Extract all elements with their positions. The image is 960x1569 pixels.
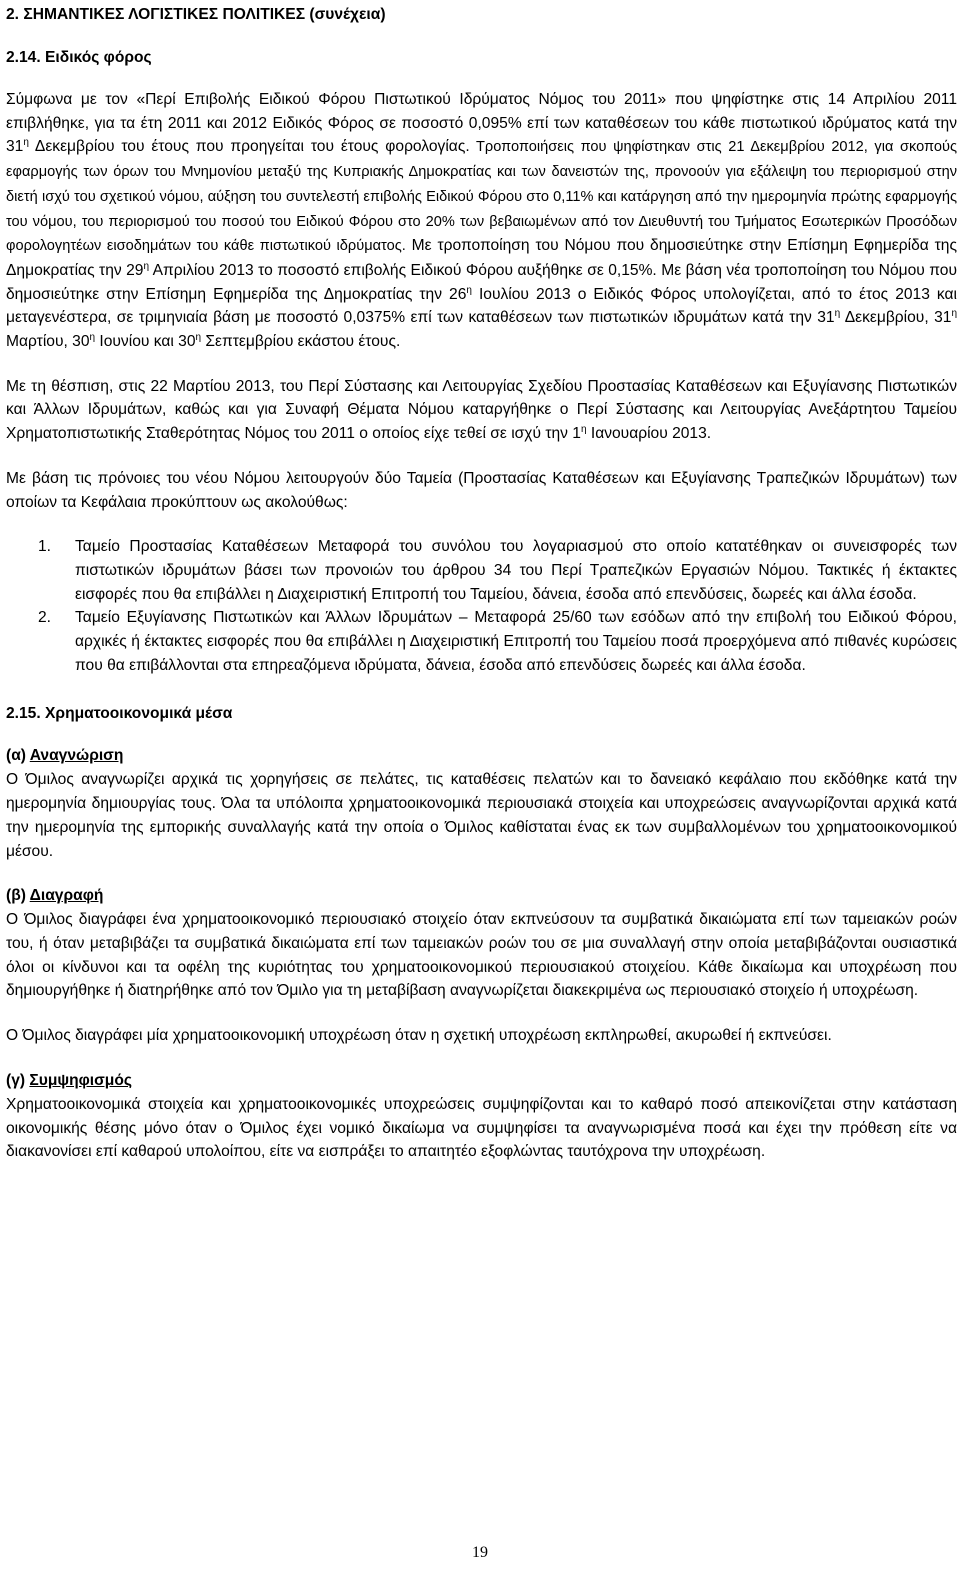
- superscript: η: [951, 308, 958, 320]
- list-item-text: Ταμείο Προστασίας Καταθέσεων Μεταφορά του συνόλου του λογαριασμού στο οποίο κατατέθηκαν οι συνεισφορές των πιστωτικών ιδρυμάτων βάσει των προνοιών του άρθρου 34 του Περί Τραπεζικών Εργασιών Νόμου. Τακτικές ή έκτακτες εισφορές που θα επιβάλλει η Διαχειριστική Επιτροπή του Ταμείου, δάνεια, έσοδα από επενδύσεις, δωρεές και άλλα έσοδα.: [75, 538, 957, 603]
- text-run: Μαρτίου, 30: [6, 333, 90, 351]
- text-run: Δεκεμβρίου του έτους που προηγείται του έτους φορολογίας.: [28, 138, 470, 156]
- superscript: η: [143, 260, 150, 272]
- text-run: Με τροποποίηση του Νόμου που δημοσιεύτηκε στην Επίσημη Εφημερίδα της Δημοκρατίας την 29: [6, 237, 957, 279]
- list-item: [6, 535, 957, 606]
- spacer: [6, 677, 957, 701]
- superscript: η: [89, 332, 96, 344]
- subheading-title: Συμψηφισμός: [29, 1071, 132, 1089]
- subheading-offsetting: [6, 1069, 957, 1093]
- superscript: η: [834, 308, 841, 320]
- heading-2-14: 2.14. Ειδικός φόρος: [6, 49, 152, 66]
- text-run: Ιανουαρίου 2013.: [586, 425, 712, 443]
- list-item: [6, 606, 957, 677]
- superscript: η: [466, 284, 472, 296]
- paragraph-funds-intro: Με βάση τις πρόνοιες του νέου Νόμου λειτουργούν δύο Ταμεία (Προστασίας Καταθέσεων και Εξυγίανσης Τραπεζικών Ιδρυμάτων) των οποίων τα Κεφάλαια προκύπτουν ως ακολούθως:: [6, 469, 957, 511]
- superscript: η: [195, 332, 202, 344]
- funds-list: [6, 535, 957, 677]
- text-run: Με τη θέσπιση, στις 22 Μαρτίου 2013, του Περί Σύστασης και Λειτουργίας Σχεδίου Προστασίας Καταθέσεων και Εξυγίανσης Πιστωτικών και Άλλων Ιδρυμάτων, καθώς και για Συναφή Θέματα Νόμου καταργήθηκε ο Περί Σύστασης και Λειτουργίας Ανεξάρτητου Ταμείου Χρηματοπιστωτικής Σταθερότητας Νόμος του 2011 ο οποίος είχε τεθεί σε ισχύ την 1: [6, 377, 957, 443]
- list-item-number: 2.: [38, 609, 52, 627]
- text-run: Απριλίου 2013 το ποσοστό επιβολής Ειδικού Φόρου αυξήθηκε σε 0,15%. Με βάση νέα τροποποίηση του Νόμου που δημοσιεύτηκε στην Επίσημη Εφημερίδα της Δημοκρατίας την 26: [6, 261, 957, 303]
- superscript: η: [580, 424, 587, 436]
- spacer: [6, 28, 957, 45]
- paragraph-recognition: Ο Όμιλος αναγνωρίζει αρχικά τις χορηγήσεις σε πελάτες, τις καταθέσεις πελατών και το δανειακό κεφάλαιο που εκδόθηκε κατά την ημερομηνία δημιουργίας τους. Όλα τα υπόλοιπα χρηματοοικονομικά περιουσιακά στοιχεία και υποχρεώσεις αναγνωρίζονται αρχικά κατά την ημερομηνία της εμπορικής συναλλαγής κατά την οποία ο Όμιλος καθίσταται ένας εκ των συμβαλλομένων του χρηματοοικονομικού μέσου.: [6, 771, 957, 860]
- spacer: [6, 446, 957, 467]
- subheading-derecognition: [6, 884, 957, 908]
- paragraph-new-law: [6, 375, 957, 446]
- paragraph-derecognition-assets: Ο Όμιλος διαγράφει ένα χρηματοοικονομικό περιουσιακό στοιχείο όταν εκπνεύσουν τα συμβατικά δικαιώματα επί των ταμειακών ροών του, ή όταν μεταβιβάζει τα συμβατικά δικαιώματα επί των ταμειακών ροών του σε μια συναλλαγή στην οποία μεταβιβάζονται ουσιαστικά όλοι οι κίνδυνοι και τα οφέλη της κυριότητας του χρηματοοικονομικού περιουσιακού στοιχείου. Κάθε δικαίωμα και υποχρέωση που δημιουργήθηκε ή διατηρήθηκε από τον Όμιλο για τη μεταβίβαση αναγνωρίζεται διακεκριμένα ως περιουσιακό στοιχείο ή υποχρέωση.: [6, 911, 957, 1000]
- subheading-label: (γ): [6, 1071, 30, 1089]
- paragraph-derecognition-liabilities: Ο Όμιλος διαγράφει μία χρηματοοικονομική υποχρέωση όταν η σχετική υποχρέωση εκπληρωθεί, ακυρωθεί ή εκπνεύσει.: [6, 1027, 832, 1045]
- superscript: η: [23, 137, 29, 149]
- list-item-text: Ταμείο Εξυγίανσης Πιστωτικών και Άλλων Ιδρυμάτων – Μεταφορά 25/60 των εσόδων από την επιβολή του Ειδικού Φόρου, αρχικές ή έκτακτες εισφορές που θα επιβάλλει η Διαχειριστική Επιτροπή του Ταμείου ποσά προερχόμενα από πιθανές κυρώσεις που θα επιβάλλονται στα επηρεαζόμενα ιδρύματα, δάνεια, έσοδα από επενδύσεις δωρεές και άλλα έσοδα.: [75, 609, 957, 674]
- paragraph-offsetting: Χρηματοοικονομικά στοιχεία και χρηματοοικονομικές υποχρεώσεις συμψηφίζονται και το καθαρό ποσό απεικονίζεται στην κατάσταση οικονομικής θέσης μόνο όταν ο Όμιλος έχει νομικό δικαίωμα να συμψηφίσει τα αναγνωρισμένα ποσά και έχει την πρόθεση είτε να διακανονίσει επί καθαρού υπολοίπου, είτε να εισπράξει το απαιτητέο εξοφλώντας ταυτόχρονα την υποχρέωση.: [6, 1095, 957, 1161]
- spacer: [6, 727, 957, 744]
- spacer: [6, 514, 957, 535]
- spacer: [6, 354, 957, 375]
- text-run: Ιουλίου 2013 ο Ειδικός Φόρος υπολογίζεται, από το έτος 2013 και μεταγενέστερα, σε τριμηνιαία βάση με ποσοστό 0,0375% επί των καταθέσεων των πιστωτικών ιδρυμάτων κατά την 31: [6, 285, 957, 327]
- heading-2-15: 2.15. Χρηματοοικονομικά μέσα: [6, 705, 233, 723]
- text-run: Σύμφωνα με τον «Περί Επιβολής Ειδικού Φόρου Πιστωτικού Ιδρύματος Νόμος του 2011» που ψηφίστηκε στις 14 Απριλίου 2011 επιβλήθηκε, για τα έτη 2011 και 2012 Ειδικός Φόρος σε ποσοστό 0,095% επί των καταθέσεων του κάθε πιστωτικού ιδρύματος κατά την 31: [6, 91, 957, 156]
- subheading-label: (β): [6, 887, 30, 905]
- text-run: Ιουνίου και 30: [95, 333, 196, 351]
- spacer: [6, 1003, 957, 1024]
- text-run: Δεκεμβρίου, 31: [840, 309, 952, 327]
- subheading-title: Διαγραφή: [29, 887, 104, 905]
- spacer: [6, 71, 957, 88]
- text-run: Σεπτεμβρίου εκάστου έτους.: [201, 333, 401, 351]
- spacer: [6, 863, 957, 884]
- text-run: Τροποποιήσεις που ψηφίστηκαν στις 21 Δεκεμβρίου 2012, για σκοπούς εφαρμογής των όρων του Μνημονίου μεταξύ της Κυπριακής Δημοκρατίας και των δανειστών της, προνοούν για εξάλειψη του περιορισμού στην διετή ισχύ του σχετικού νόμου, αύξηση του συντελεστή επιβολής Ειδικού Φόρου στο 0,11% και κατάργηση από την ημερομηνία πρώτης εφαρμογής του νόμου, του περιορισμού του ποσού του Ειδικού Φόρου στο 20% των βεβαιωμένων από τον Διευθυντή του Τμήματος Εσωτερικών Προσόδων φορολογητέων εισοδημάτων του κάθε πιστωτικού ιδρύματος.: [6, 139, 957, 255]
- list-item-number: 1.: [38, 538, 52, 556]
- subheading-recognition: [6, 744, 957, 768]
- subheading-label: (α): [6, 747, 30, 765]
- page-number: 19: [472, 1544, 488, 1561]
- subheading-title: Αναγνώριση: [29, 747, 124, 765]
- section-title: 2. ΣΗΜΑΝΤΙΚΕΣ ΛΟΓΙΣΤΙΚΕΣ ΠΟΛΙΤΙΚΕΣ (συνέχεια): [6, 6, 386, 23]
- spacer: [6, 1048, 957, 1069]
- paragraph-special-tax: [6, 88, 957, 354]
